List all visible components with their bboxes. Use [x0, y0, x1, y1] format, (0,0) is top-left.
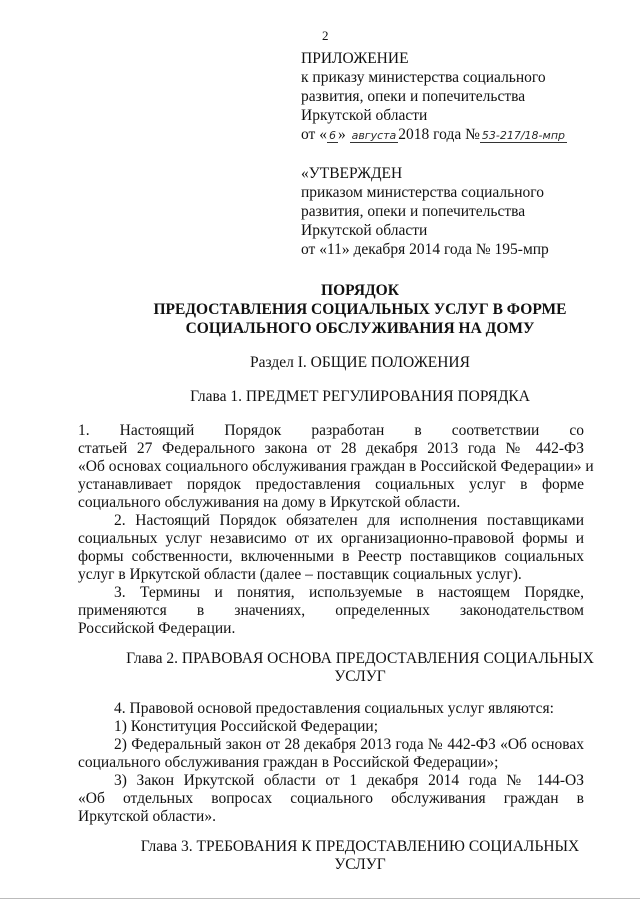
chapter-2-heading-line-2: УСЛУГ: [334, 668, 386, 685]
p4-item-3-line-3: Иркутской области».: [78, 808, 216, 825]
chapter-1-heading: Глава 1. ПРЕДМЕТ РЕГУЛИРОВАНИЯ ПОРЯДКА: [190, 388, 530, 405]
appendix-line-3: Иркутской области: [301, 107, 428, 124]
p1-line-5: социального обслуживания на дому в Иркутской области.: [78, 494, 461, 511]
page-number: 2: [322, 28, 329, 43]
p4-item-1: 1) Конституция Российской Федерации;: [114, 718, 379, 735]
date-mid: »: [337, 126, 350, 143]
appendix-line-1: к приказу министерства социального: [301, 69, 546, 86]
date-prefix: от «: [301, 126, 327, 143]
handwritten-number: 53-217/18-мпр: [481, 129, 565, 142]
approved-title: «УТВЕРЖДЕН: [301, 165, 403, 182]
chapter-2-heading-line-1: Глава 2. ПРАВОВАЯ ОСНОВА ПРЕДОСТАВЛЕНИЯ СОЦИАЛЬНЫХ: [126, 650, 594, 667]
p3-line-1: 3. Термины и понятия, используемые в настоящем Порядке,: [114, 584, 584, 601]
p2-line-3: формы собственности, включенными в Реестр поставщиков социальных: [78, 548, 584, 565]
doc-title-line-2: ПРЕДОСТАВЛЕНИЯ СОЦИАЛЬНЫХ УСЛУГ В ФОРМЕ: [153, 301, 567, 318]
approved-line-4: от «11» декабря 2014 года № 195-мпр: [301, 241, 549, 258]
p4-item-2-line-2: социального обслуживания граждан в Российской Федерации»;: [78, 754, 499, 771]
p1-line-3: «Об основах социального обслуживания граждан в Российской Федерации» и: [78, 458, 594, 475]
p1-line-1: 1. Настоящий Порядок разработан в соответствии со: [78, 422, 584, 439]
handwritten-day: 6: [328, 129, 336, 142]
approved-line-1: приказом министерства социального: [301, 184, 544, 201]
p2-line-1: 2. Настоящий Порядок обязателен для исполнения поставщиками: [114, 512, 584, 529]
p3-line-3: Российской Федерации.: [78, 620, 236, 637]
date-year: 2018 года №: [398, 126, 480, 143]
p4-item-2-line-1: 2) Федеральный закон от 28 декабря 2013 года № 442-ФЗ «Об основах: [114, 736, 584, 753]
approved-line-2: развития, опеки и попечительства: [301, 203, 526, 220]
chapter-3-heading-line-2: УСЛУГ: [334, 856, 386, 873]
p2-line-2: социальных услуг независимо от их организационно-правовой формы и: [78, 530, 584, 547]
p1-line-4: устанавливает порядок предоставления социальных услуг в форме: [78, 476, 584, 493]
doc-title-line-3: СОЦИАЛЬНОГО ОБСЛУЖИВАНИЯ НА ДОМУ: [185, 320, 535, 337]
approved-line-3: Иркутской области: [301, 222, 428, 239]
section-1-heading: Раздел I. ОБЩИЕ ПОЛОЖЕНИЯ: [250, 354, 470, 371]
p4-item-3-line-1: 3) Закон Иркутской области от 1 декабря 2014 года № 144-ОЗ: [114, 772, 584, 789]
p4-line: 4. Правовой основой предоставления социальных услуг являются:: [114, 700, 554, 717]
p3-line-2: применяются в значениях, определенных законодательством: [78, 602, 584, 619]
doc-title-line-1: ПОРЯДОК: [321, 282, 399, 299]
appendix-title: ПРИЛОЖЕНИЕ: [301, 50, 409, 67]
handwritten-month: августа: [351, 129, 397, 142]
p4-item-3-line-2: «Об отдельных вопросах социального обслуживания граждан в: [78, 790, 584, 807]
appendix-date-line: [301, 126, 567, 143]
p2-line-4: услуг в Иркутской области (далее – поставщик социальных услуг).: [78, 566, 522, 583]
scan-edge-line: [0, 898, 640, 899]
chapter-3-heading-line-1: Глава 3. ТРЕБОВАНИЯ К ПРЕДОСТАВЛЕНИЮ СОЦИАЛЬНЫХ: [140, 838, 580, 855]
appendix-line-2: развития, опеки и попечительства: [301, 88, 526, 105]
p1-line-2: статьей 27 Федерального закона от 28 декабря 2013 года № 442-ФЗ: [78, 440, 584, 457]
